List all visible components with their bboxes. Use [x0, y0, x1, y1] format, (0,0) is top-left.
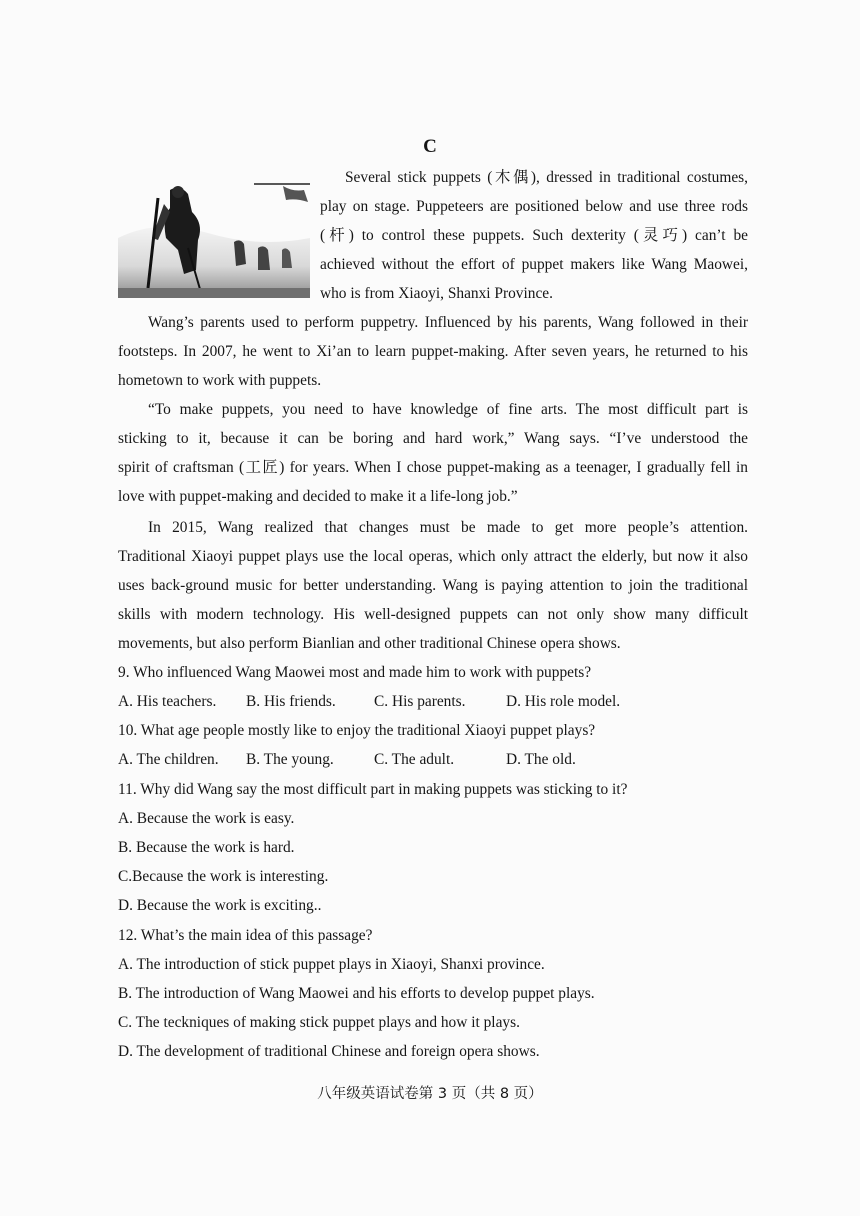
question-10-stem: 10. What age people mostly like to enjoy the traditional Xiaoyi puppet plays?: [118, 722, 596, 739]
option-a[interactable]: A. Because the work is easy.: [118, 810, 295, 827]
passage-line: uses back-ground music for better understanding. Wang is paying attention to join the traditional: [118, 577, 748, 594]
option-b[interactable]: B. The introduction of Wang Maowei and his efforts to develop puppet plays.: [118, 985, 595, 1002]
question-10-options: [118, 750, 748, 770]
option-a[interactable]: A. The children.: [118, 751, 219, 768]
passage-line: skills with modern technology. His well-designed puppets can not only show many difficult: [118, 606, 748, 623]
option-d[interactable]: D. His role model.: [506, 693, 621, 710]
passage-line: “To make puppets, you need to have knowledge of fine arts. The most difficult part is: [148, 401, 748, 418]
option-b[interactable]: B. Because the work is hard.: [118, 839, 295, 856]
passage-line: Wang’s parents used to perform puppetry. Influenced by his parents, Wang followed in their: [148, 314, 748, 331]
passage-line: Several stick puppets (木偶), dressed in traditional costumes,: [345, 169, 748, 186]
option-c[interactable]: C. The teckniques of making stick puppet plays and how it plays.: [118, 1014, 520, 1031]
option-d[interactable]: D. The old.: [506, 751, 576, 768]
shadow-puppet-image: [118, 178, 310, 298]
option-b[interactable]: B. His friends.: [246, 693, 336, 710]
passage-line: hometown to work with puppets.: [118, 372, 322, 389]
page-footer: 八年级英语试卷第 3 页（共 8 页）: [317, 1086, 543, 1102]
passage-line: spirit of craftsman (工匠) for years. When I chose puppet-making as a teenager, I gradually fell in: [118, 459, 748, 476]
option-a[interactable]: A. The introduction of stick puppet plays in Xiaoyi, Shanxi province.: [118, 956, 545, 973]
question-9-stem: 9. Who influenced Wang Maowei most and made him to work with puppets?: [118, 664, 592, 681]
passage-line: Traditional Xiaoyi puppet plays use the local operas, which only attract the elderly, but now it also: [118, 548, 748, 565]
passage-line: movements, but also perform Bianlian and other traditional Chinese opera shows.: [118, 635, 621, 652]
option-d[interactable]: D. Because the work is exciting..: [118, 897, 322, 914]
passage-line: sticking to it, because it can be boring and hard work,” Wang says. “I’ve understood the: [118, 430, 748, 447]
option-d[interactable]: D. The development of traditional Chinese and foreign opera shows.: [118, 1043, 540, 1060]
question-9-options: [118, 692, 748, 712]
option-c[interactable]: C. The adult.: [374, 751, 455, 768]
question-12-stem: 12. What’s the main idea of this passage?: [118, 927, 373, 944]
question-11-stem: 11. Why did Wang say the most difficult part in making puppets was sticking to it?: [118, 781, 628, 798]
passage-line: play on stage. Puppeteers are positioned below and use three rods: [320, 198, 748, 215]
passage-line: In 2015, Wang realized that changes must be made to get more people’s attention.: [148, 519, 748, 536]
option-c[interactable]: C. His parents.: [374, 693, 466, 710]
passage-line: achieved without the effort of puppet makers like Wang Maowei,: [320, 256, 748, 273]
section-heading: C: [423, 136, 437, 157]
passage-line: love with puppet-making and decided to make it a life-long job.”: [118, 488, 518, 505]
option-a[interactable]: A. His teachers.: [118, 693, 217, 710]
passage-line: (杆) to control these puppets. Such dexterity (灵巧) can’t be: [320, 227, 748, 244]
passage-line: footsteps. In 2007, he went to Xi’an to learn puppet-making. After seven years, he returned to his: [118, 343, 748, 360]
option-b[interactable]: B. The young.: [246, 751, 334, 768]
option-c[interactable]: C.Because the work is interesting.: [118, 868, 329, 885]
passage-line: who is from Xiaoyi, Shanxi Province.: [320, 285, 553, 302]
